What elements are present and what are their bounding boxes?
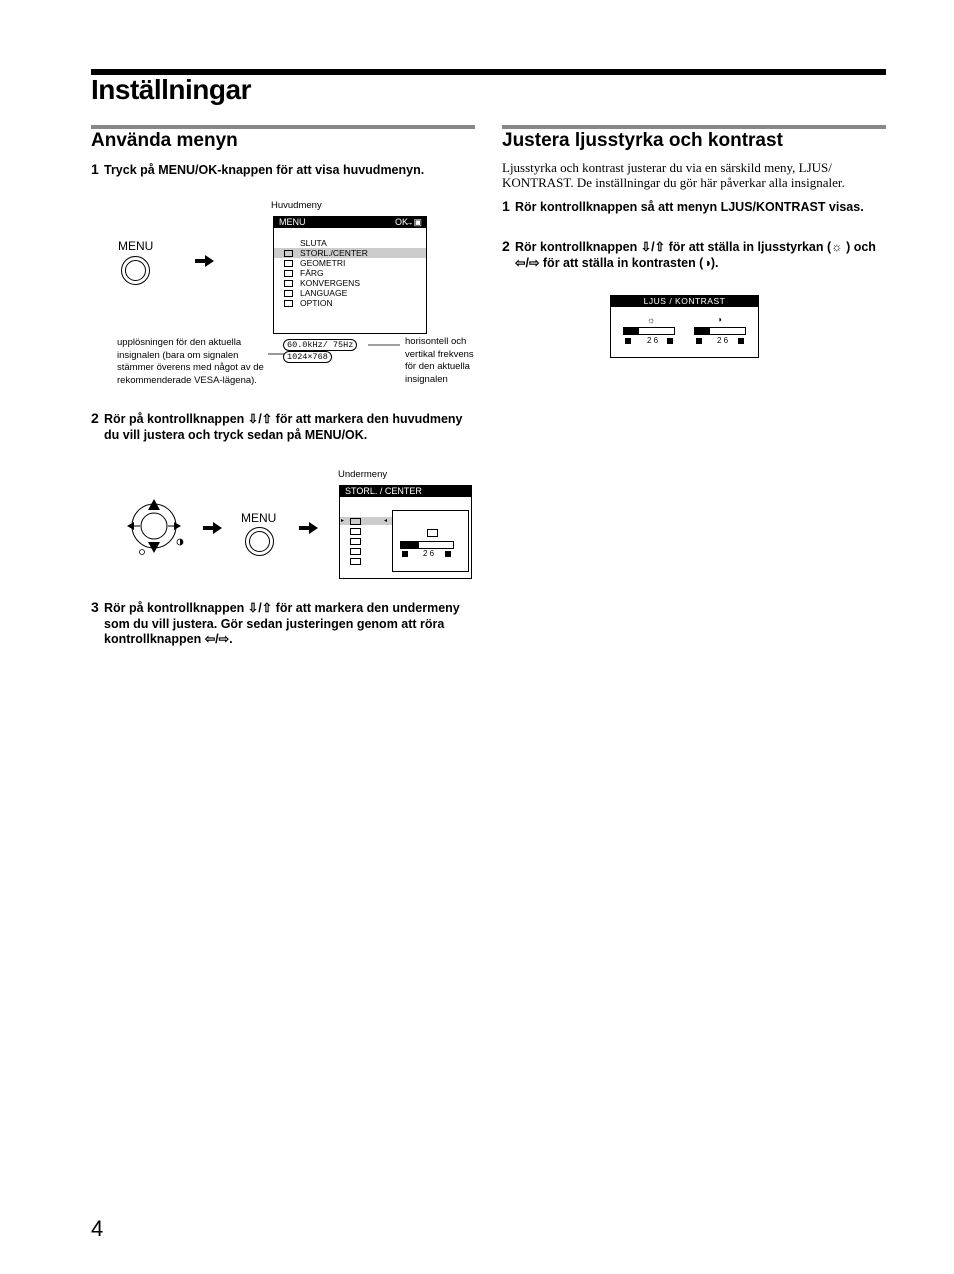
adjust-value: 2 6 [423,549,435,558]
osd-title-bar [274,217,426,228]
arrow-right-icon [195,255,215,267]
contrast-value: 2 6 [717,336,729,345]
resolution-note: upplösningen för den aktuella insignalen (bara om signalen stämmer överens med något av de rekommenderade VESA-lägena). [117,337,264,386]
h-size-icon [350,538,361,545]
contrast-icon: ◑ [717,315,722,324]
menu-button-face [249,531,270,552]
menu-item-list [274,238,426,308]
selector-arrow-icon: ◂ [384,518,388,524]
menu-button-face [125,260,146,281]
plus-icon [667,338,673,344]
menu-item-icon [284,270,293,277]
step-number: 3 [91,599,99,615]
freq-line: 60.0kHz/ 75Hz [283,339,357,351]
step-number: 2 [91,410,99,426]
left-step-1 [91,163,475,179]
center-icon [350,528,361,535]
size-icon [350,518,361,525]
menu-item-label: KONVERGENS [300,278,360,288]
step-text: Rör på kontrollknappen ⇩/⇧ för att markera den undermeny som du vill justera. Gör sedan justeringen genom att röra kontrollknappen ⇦/⇨. [104,601,460,646]
menu-button[interactable] [245,527,274,556]
menu-item-label: OPTION [300,298,333,308]
resolution-line: 1024×768 [283,351,332,363]
minus-icon [625,338,631,344]
step-text: Rör kontrollknappen så att menyn LJUS/KONTRAST visas. [515,200,864,214]
brightness-bar [623,327,675,335]
main-menu-caption: Huvudmeny [271,200,322,211]
menu-item-icon [284,280,293,287]
brightness-bar-fill [624,328,639,334]
menu-item-label: STORL./CENTER [300,248,368,258]
sub-menu-osd [339,485,472,579]
menu-button[interactable] [121,256,150,285]
adjust-bar-fill [401,542,419,548]
menu-item[interactable] [274,288,426,298]
menu-item[interactable] [274,298,426,308]
osd-title: STORL. / CENTER [340,486,471,497]
contrast-bar [694,327,746,335]
left-step-3 [91,601,475,648]
step-text: Rör kontrollknappen ⇩/⇧ för att ställa in ljusstyrkan (☼ ) och ⇦/⇨ för att ställa in kontrasten (◑). [515,240,876,270]
main-menu-osd [273,216,427,334]
left-heading-rule [91,125,475,129]
menu-item-icon [284,250,293,257]
minus-icon [696,338,702,344]
plus-icon [738,338,744,344]
menu-item-label: GEOMETRI [300,258,346,268]
step-number: 2 [502,238,510,254]
step-text: Tryck på MENU/OK-knappen för att visa huvudmenyn. [104,163,425,177]
brightness-value: 2 6 [647,336,659,345]
step-number: 1 [91,161,99,177]
page-title: Inställningar [91,74,251,105]
brightness-contrast-osd [610,295,759,358]
control-knob-joystick[interactable] [124,496,190,562]
menu-item[interactable] [274,258,426,268]
right-intro: Ljusstyrka och kontrast justerar du via en särskild meny, LJUS/ KONTRAST. De inställningar du gör här påverkar alla insignaler. [502,160,845,190]
brightness-icon: ☼ [647,315,656,325]
step-text: Rör på kontrollknappen ⇩/⇧ för att markera den huvudmeny du vill justera och tryck sedan på MENU/OK. [104,412,463,442]
right-heading-rule [502,125,886,129]
osd-title: LJUS / KONTRAST [611,296,758,307]
right-step-1 [502,200,886,216]
menu-item-icon [284,290,293,297]
left-step-2 [91,412,475,443]
osd-ok-arrow-icon: →▣ [404,217,422,227]
right-heading: Justera ljusstyrka och kontrast [502,130,783,151]
adjust-panel [392,510,469,572]
frequency-note: horisontell och vertikal frekvens för den aktuella insignalen [405,336,474,385]
minus-icon [402,551,408,557]
contrast-bar-fill [695,328,710,334]
menu-item[interactable] [274,238,426,248]
plus-icon [445,551,451,557]
menu-button-label: MENU [118,239,154,253]
selector-arrow-icon: ▸ [341,518,345,524]
menu-item[interactable] [274,268,426,278]
menu-item[interactable] [274,248,426,258]
osd-title: MENU [279,217,306,227]
right-step-2 [502,240,886,271]
osd-ok-label: OK [394,217,408,227]
menu-item-icon [284,240,291,245]
menu-item-label: LANGUAGE [300,288,348,298]
page-number: 4 [91,1216,104,1241]
v-size-icon [350,548,361,555]
menu-button-label: MENU [241,511,277,525]
size-icon [427,529,438,537]
menu-item[interactable] [274,278,426,288]
return-icon [350,558,361,565]
left-heading: Använda menyn [91,130,238,151]
arrow-right-icon [203,522,223,534]
menu-item-label: FÄRG [300,268,324,278]
step-number: 1 [502,198,510,214]
arrow-right-icon [299,522,319,534]
menu-item-label: SLUTA [300,238,327,248]
adjust-bar [400,541,454,549]
callout-lines [268,343,408,355]
sub-menu-caption: Undermeny [338,469,388,480]
menu-item-icon [284,260,293,267]
menu-item-icon [284,300,293,307]
